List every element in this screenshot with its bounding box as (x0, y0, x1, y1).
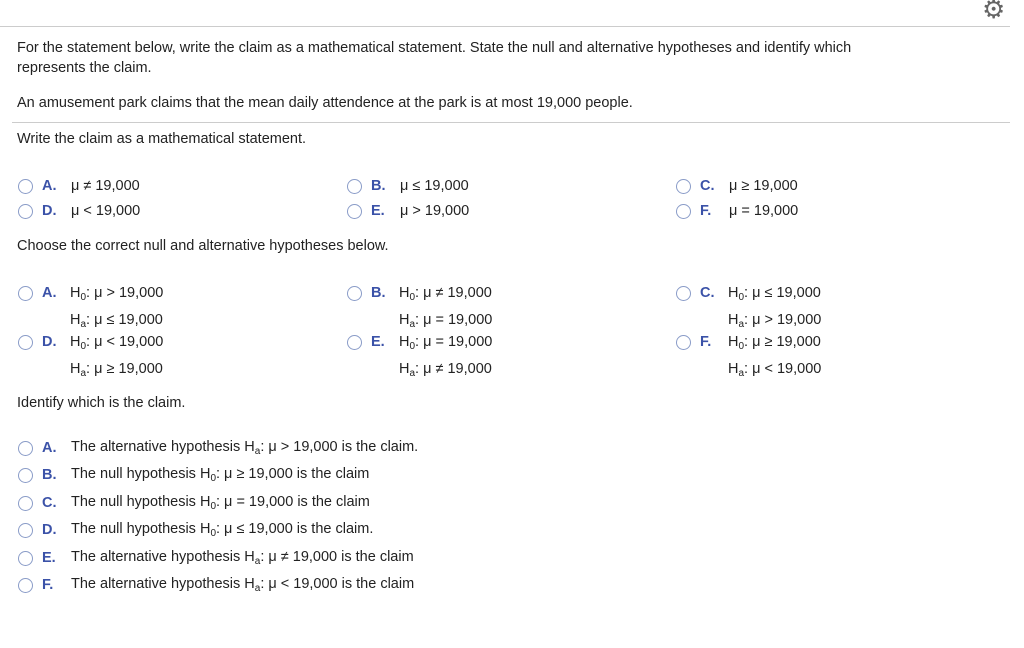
divider (0, 26, 1010, 27)
q3-option[interactable] (18, 493, 370, 513)
text-post: : μ = 19,000 is the claim (216, 494, 370, 510)
option-letter: F. (42, 577, 54, 593)
radio-button[interactable] (676, 179, 691, 194)
radio-button[interactable] (347, 286, 362, 301)
h-symbol: H (399, 334, 410, 350)
alt-hypothesis (728, 358, 821, 385)
option-letter: E. (371, 334, 385, 350)
hypotheses (399, 331, 492, 385)
h-subscript: 0 (210, 473, 216, 484)
radio-button[interactable] (18, 496, 33, 511)
hypothesis-text: : μ ≤ 19,000 (744, 285, 821, 301)
option-letter: D. (42, 522, 57, 538)
option-letter: C. (700, 285, 715, 301)
hypothesis-text: : μ ≠ 19,000 (415, 285, 492, 301)
hypotheses (70, 331, 163, 385)
text-pre: The alternative hypothesis H (71, 439, 255, 455)
q3-option[interactable] (18, 548, 414, 568)
h-symbol: H (399, 312, 410, 328)
option-letter: B. (371, 285, 386, 301)
divider (12, 122, 1010, 123)
text-post: : μ < 19,000 is the claim (260, 576, 415, 592)
q1-option[interactable] (347, 201, 469, 221)
hypotheses (70, 282, 163, 336)
text-pre: The null hypothesis H (71, 521, 211, 537)
q1-option[interactable] (676, 176, 798, 196)
option-letter: D. (42, 203, 57, 219)
option-letter: F. (700, 203, 712, 219)
text-post: : μ ≤ 19,000 is the claim. (216, 521, 374, 537)
hypothesis-text: : μ > 19,000 (86, 285, 164, 301)
h-subscript: 0 (80, 292, 87, 303)
h-subscript: 0 (210, 528, 216, 539)
radio-button[interactable] (347, 179, 362, 194)
option-text (71, 439, 418, 457)
q2-option[interactable] (18, 283, 71, 303)
h-subscript: a (409, 319, 416, 330)
h-subscript: a (254, 583, 261, 594)
radio-button[interactable] (18, 179, 33, 194)
text-pre: The alternative hypothesis H (71, 576, 255, 592)
option-letter: C. (700, 178, 715, 194)
option-letter: F. (700, 334, 712, 350)
text-pre: The null hypothesis H (71, 466, 211, 482)
text-post: : μ > 19,000 is the claim. (260, 439, 419, 455)
option-letter: E. (371, 203, 385, 219)
option-text: μ < 19,000 (71, 203, 141, 219)
option-text (71, 494, 370, 512)
radio-button[interactable] (18, 551, 33, 566)
option-text: μ = 19,000 (729, 203, 799, 219)
option-letter: E. (42, 550, 56, 566)
option-letter: C. (42, 495, 57, 511)
radio-button[interactable] (18, 523, 33, 538)
h-subscript: a (254, 446, 261, 457)
text-pre: The null hypothesis H (71, 494, 211, 510)
h-symbol: H (728, 361, 739, 377)
null-hypothesis (399, 331, 492, 358)
h-subscript: 0 (738, 292, 745, 303)
hypothesis-text: : μ > 19,000 (744, 312, 822, 328)
q2-option[interactable] (18, 332, 71, 352)
radio-button[interactable] (18, 441, 33, 456)
alt-hypothesis (70, 358, 163, 385)
option-text: μ ≠ 19,000 (71, 178, 140, 194)
option-text: μ > 19,000 (400, 203, 470, 219)
option-text (71, 549, 414, 567)
option-text (71, 576, 414, 594)
hypotheses (728, 282, 821, 336)
option-letter: D. (42, 334, 57, 350)
hypothesis-text: : μ ≥ 19,000 (744, 334, 821, 350)
h-subscript: 0 (210, 501, 216, 512)
h-subscript: a (254, 556, 261, 567)
h-subscript: 0 (409, 341, 416, 352)
h-subscript: 0 (80, 341, 87, 352)
option-letter: A. (42, 178, 57, 194)
radio-button[interactable] (347, 204, 362, 219)
null-hypothesis (399, 282, 492, 309)
hypotheses (728, 331, 821, 385)
option-letter: B. (42, 467, 57, 483)
option-text: μ ≥ 19,000 (729, 178, 798, 194)
text-pre: The alternative hypothesis H (71, 549, 255, 565)
q3-option[interactable] (18, 575, 414, 595)
radio-button[interactable] (18, 204, 33, 219)
instructions: For the statement below, write the claim as a mathematical statement. State the null and alternative hypotheses and identify which (17, 40, 852, 56)
q2-option[interactable] (676, 332, 729, 352)
radio-button[interactable] (18, 468, 33, 483)
q2-prompt: Choose the correct null and alternative hypotheses below. (17, 238, 389, 254)
hypothesis-text: : μ ≥ 19,000 (86, 361, 163, 377)
hypothesis-text: : μ = 19,000 (415, 334, 493, 350)
instructions-cont: represents the claim. (17, 60, 152, 76)
q3-prompt: Identify which is the claim. (17, 395, 186, 411)
h-subscript: a (738, 368, 745, 379)
hypothesis-text: : μ = 19,000 (415, 312, 493, 328)
h-subscript: a (409, 368, 416, 379)
hypothesis-text: : μ < 19,000 (744, 361, 822, 377)
h-symbol: H (70, 361, 81, 377)
h-symbol: H (399, 285, 410, 301)
null-hypothesis (728, 282, 821, 309)
q1-prompt: Write the claim as a mathematical statement. (17, 131, 307, 147)
hypotheses (399, 282, 492, 336)
q1-option[interactable] (18, 201, 140, 221)
q3-option[interactable] (18, 520, 373, 540)
text-post: : μ ≠ 19,000 is the claim (260, 549, 414, 565)
h-symbol: H (70, 334, 81, 350)
q2-option[interactable] (676, 283, 729, 303)
radio-button[interactable] (18, 335, 33, 350)
option-text (71, 466, 369, 484)
h-symbol: H (70, 312, 81, 328)
q2-option[interactable] (347, 283, 400, 303)
hypothesis-text: : μ < 19,000 (86, 334, 164, 350)
h-subscript: a (738, 319, 745, 330)
q1-option[interactable] (18, 176, 140, 196)
h-subscript: a (80, 368, 87, 379)
option-letter: A. (42, 440, 57, 456)
radio-button[interactable] (676, 286, 691, 301)
h-subscript: a (80, 319, 87, 330)
option-text: μ ≤ 19,000 (400, 178, 469, 194)
radio-button[interactable] (18, 286, 33, 301)
null-hypothesis (70, 331, 163, 358)
hypothesis-text: : μ ≤ 19,000 (86, 312, 163, 328)
h-symbol: H (728, 334, 739, 350)
radio-button[interactable] (676, 204, 691, 219)
radio-button[interactable] (676, 335, 691, 350)
h-symbol: H (399, 361, 410, 377)
q3-option[interactable] (18, 465, 369, 485)
null-hypothesis (728, 331, 821, 358)
option-letter: A. (42, 285, 57, 301)
radio-button[interactable] (347, 335, 362, 350)
option-text (71, 521, 373, 539)
h-symbol: H (70, 285, 81, 301)
hypothesis-text: : μ ≠ 19,000 (415, 361, 492, 377)
h-symbol: H (728, 312, 739, 328)
alt-hypothesis (399, 358, 492, 385)
h-subscript: 0 (738, 341, 745, 352)
radio-button[interactable] (18, 578, 33, 593)
text-post: : μ ≥ 19,000 is the claim (216, 466, 370, 482)
null-hypothesis (70, 282, 163, 309)
gear-icon[interactable]: ⚙ (982, 0, 1006, 24)
h-symbol: H (728, 285, 739, 301)
option-letter: B. (371, 178, 386, 194)
q2-option[interactable] (347, 332, 400, 352)
q1-option[interactable] (676, 201, 798, 221)
q1-option[interactable] (347, 176, 469, 196)
h-subscript: 0 (409, 292, 416, 303)
claim-statement: An amusement park claims that the mean daily attendence at the park is at most 19,000 people. (17, 95, 633, 111)
q3-option[interactable] (18, 438, 418, 458)
